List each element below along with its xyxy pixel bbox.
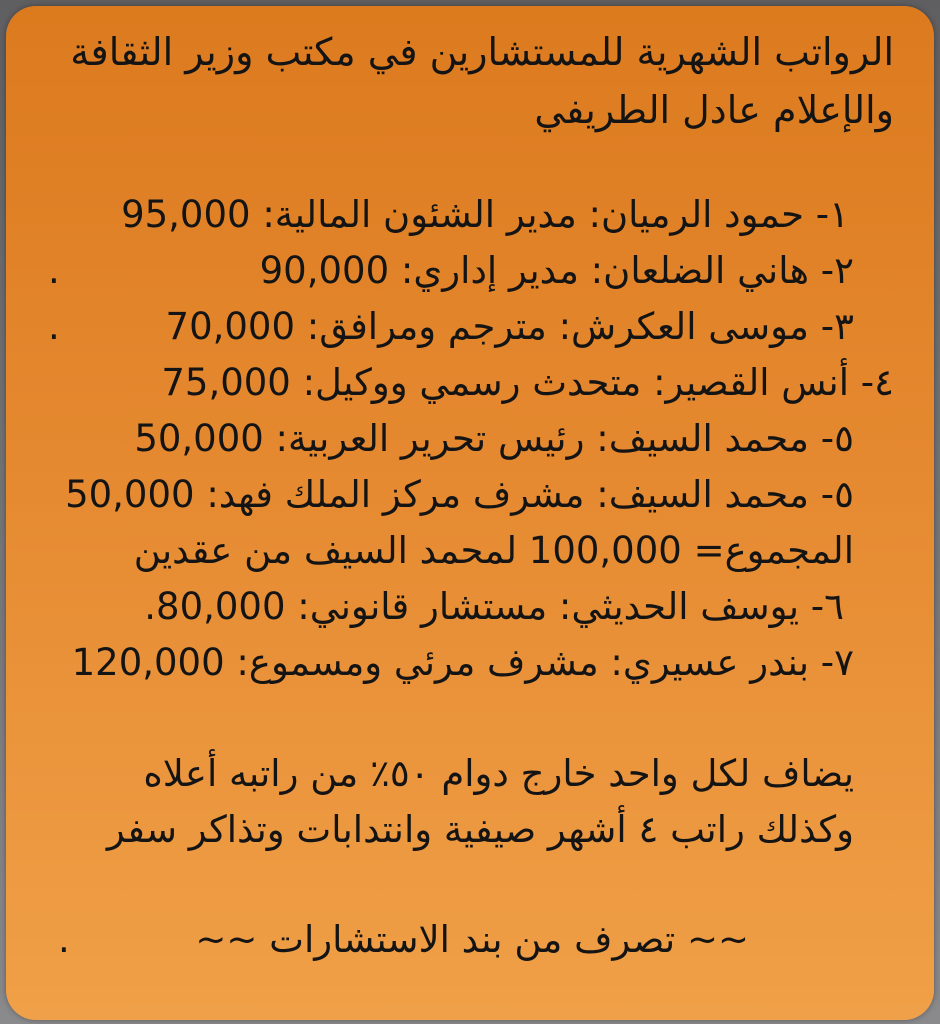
title-line-2: والإعلام عادل الطريفي bbox=[534, 88, 894, 132]
salary-note-card bbox=[6, 6, 934, 1020]
salary-item-6: ٥- محمد السيف: مشرف مركز الملك فهد: 50,000 bbox=[65, 473, 854, 516]
salary-item-3-trailing-dot: . bbox=[48, 305, 60, 348]
salary-item-3: ٣- موسى العكرش: مترجم ومرافق: 70,000 bbox=[165, 305, 854, 348]
salary-item-2: ٢- هاني الضلعان: مدير إداري: 90,000 bbox=[259, 249, 854, 292]
salary-item-7: ٦- يوسف الحديثي: مستشار قانوني: 80,000. bbox=[144, 585, 844, 628]
salary-item-1: ١- حمود الرميان: مدير الشئون المالية: 95,000 bbox=[121, 193, 849, 236]
total-line: المجموع= 100,000 لمحمد السيف من عقدين bbox=[133, 529, 854, 572]
salary-item-8: ٧- بندر عسيري: مشرف مرئي ومسموع: 120,000 bbox=[71, 641, 854, 684]
title-line-1: الرواتب الشهرية للمستشارين في مكتب وزير الثقافة bbox=[70, 30, 894, 74]
footer-line: ~~ تصرف من بند الاستشارات ~~ bbox=[195, 918, 749, 961]
salary-item-2-trailing-dot: . bbox=[48, 249, 60, 292]
salary-item-5: ٥- محمد السيف: رئيس تحرير العربية: 50,000 bbox=[134, 417, 854, 460]
footer-trailing-dot: . bbox=[58, 918, 70, 961]
note-line-1: يضاف لكل واحد خارج دوام ٥٠٪ من راتبه أعلاه bbox=[143, 752, 854, 795]
note-line-2: وكذلك راتب ٤ أشهر صيفية وانتدابات وتذاكر سفر bbox=[106, 808, 854, 851]
salary-item-4: ٤- أنس القصير: متحدث رسمي ووكيل: 75,000 bbox=[161, 361, 894, 404]
